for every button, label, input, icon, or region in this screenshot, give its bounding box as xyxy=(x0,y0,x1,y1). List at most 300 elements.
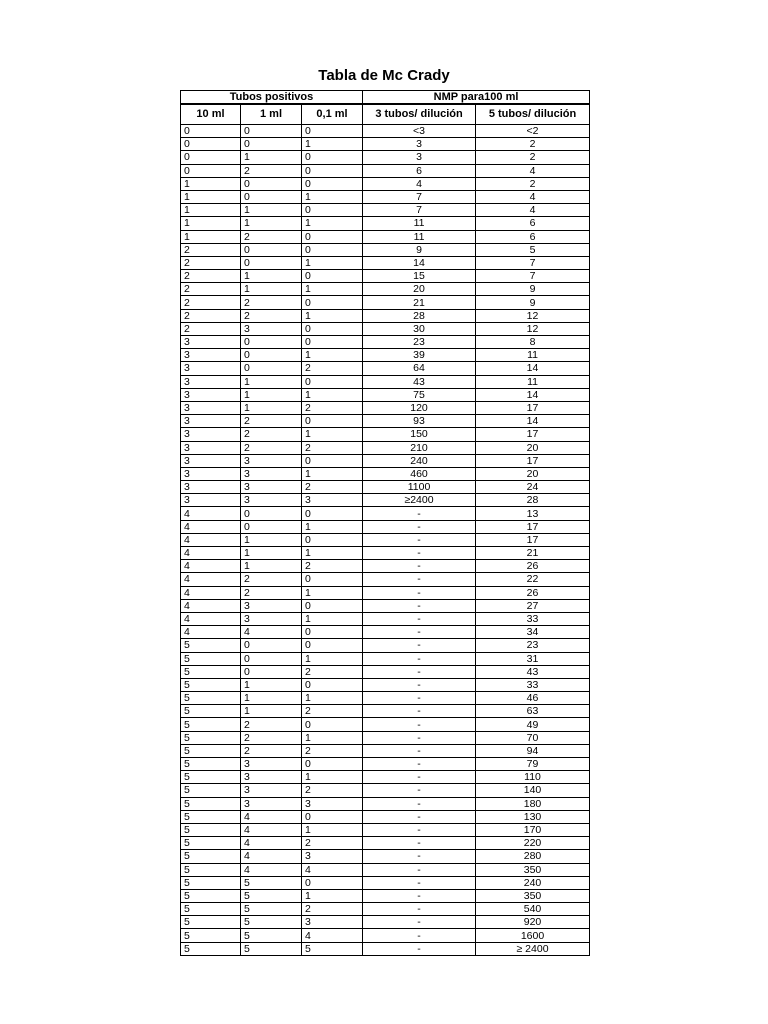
table-row xyxy=(181,771,590,784)
cell-nmp-3-tubos: - xyxy=(363,889,476,902)
cell-nmp-5-tubos: 9 xyxy=(476,283,590,296)
cell-10ml: 3 xyxy=(181,349,241,362)
cell-nmp-3-tubos: 28 xyxy=(363,309,476,322)
cell-1ml: 3 xyxy=(241,758,302,771)
table-row xyxy=(181,863,590,876)
cell-10ml: 5 xyxy=(181,837,241,850)
cell-1ml: 1 xyxy=(241,678,302,691)
cell-nmp-5-tubos: 2 xyxy=(476,177,590,190)
header-column-row xyxy=(181,104,590,125)
cell-1ml: 1 xyxy=(241,547,302,560)
cell-nmp-3-tubos: - xyxy=(363,692,476,705)
cell-10ml: 2 xyxy=(181,322,241,335)
cell-nmp-5-tubos: 6 xyxy=(476,230,590,243)
cell-0-1ml: 0 xyxy=(302,204,363,217)
cell-10ml: 3 xyxy=(181,375,241,388)
cell-nmp-5-tubos: 17 xyxy=(476,520,590,533)
table-row xyxy=(181,942,590,955)
cell-0-1ml: 2 xyxy=(302,744,363,757)
cell-nmp-5-tubos: 4 xyxy=(476,204,590,217)
cell-1ml: 1 xyxy=(241,388,302,401)
cell-10ml: 5 xyxy=(181,929,241,942)
cell-0-1ml: 0 xyxy=(302,375,363,388)
cell-1ml: 3 xyxy=(241,467,302,480)
cell-1ml: 1 xyxy=(241,692,302,705)
cell-1ml: 0 xyxy=(241,138,302,151)
cell-1ml: 1 xyxy=(241,401,302,414)
cell-nmp-3-tubos: - xyxy=(363,863,476,876)
cell-0-1ml: 0 xyxy=(302,678,363,691)
mc-crady-table xyxy=(180,90,590,956)
cell-nmp-3-tubos: - xyxy=(363,837,476,850)
cell-nmp-5-tubos: 280 xyxy=(476,850,590,863)
cell-nmp-3-tubos: 6 xyxy=(363,164,476,177)
header-nmp: NMP para100 ml xyxy=(363,91,590,105)
cell-10ml: 2 xyxy=(181,283,241,296)
cell-1ml: 2 xyxy=(241,415,302,428)
cell-nmp-3-tubos: 9 xyxy=(363,243,476,256)
cell-nmp-5-tubos: 14 xyxy=(476,388,590,401)
table-row xyxy=(181,481,590,494)
table-row xyxy=(181,639,590,652)
cell-1ml: 2 xyxy=(241,296,302,309)
cell-0-1ml: 1 xyxy=(302,349,363,362)
table-row xyxy=(181,125,590,138)
cell-nmp-5-tubos: 94 xyxy=(476,744,590,757)
cell-10ml: 4 xyxy=(181,573,241,586)
cell-1ml: 3 xyxy=(241,612,302,625)
cell-0-1ml: 0 xyxy=(302,243,363,256)
table-row xyxy=(181,507,590,520)
cell-10ml: 5 xyxy=(181,903,241,916)
cell-1ml: 0 xyxy=(241,520,302,533)
cell-nmp-5-tubos: 63 xyxy=(476,705,590,718)
cell-nmp-3-tubos: - xyxy=(363,705,476,718)
cell-10ml: 3 xyxy=(181,454,241,467)
cell-nmp-5-tubos: 2 xyxy=(476,151,590,164)
table-row xyxy=(181,243,590,256)
cell-nmp-5-tubos: 12 xyxy=(476,322,590,335)
cell-nmp-5-tubos: 43 xyxy=(476,665,590,678)
cell-10ml: 5 xyxy=(181,692,241,705)
cell-nmp-5-tubos: 28 xyxy=(476,494,590,507)
cell-1ml: 2 xyxy=(241,573,302,586)
cell-1ml: 5 xyxy=(241,876,302,889)
cell-nmp-3-tubos: - xyxy=(363,718,476,731)
cell-0-1ml: 0 xyxy=(302,336,363,349)
cell-10ml: 5 xyxy=(181,942,241,955)
cell-nmp-3-tubos: - xyxy=(363,744,476,757)
cell-nmp-5-tubos: 27 xyxy=(476,599,590,612)
cell-10ml: 5 xyxy=(181,863,241,876)
cell-nmp-5-tubos: 12 xyxy=(476,309,590,322)
cell-0-1ml: 1 xyxy=(302,138,363,151)
cell-10ml: 4 xyxy=(181,520,241,533)
table-row xyxy=(181,230,590,243)
cell-0-1ml: 1 xyxy=(302,388,363,401)
table-row xyxy=(181,177,590,190)
table-row xyxy=(181,494,590,507)
cell-10ml: 5 xyxy=(181,678,241,691)
cell-1ml: 5 xyxy=(241,889,302,902)
cell-nmp-3-tubos: - xyxy=(363,612,476,625)
cell-nmp-3-tubos: - xyxy=(363,520,476,533)
cell-nmp-3-tubos: - xyxy=(363,771,476,784)
cell-nmp-3-tubos: 1100 xyxy=(363,481,476,494)
cell-0-1ml: 2 xyxy=(302,903,363,916)
cell-0-1ml: 1 xyxy=(302,217,363,230)
cell-1ml: 2 xyxy=(241,441,302,454)
cell-0-1ml: 1 xyxy=(302,309,363,322)
cell-0-1ml: 1 xyxy=(302,652,363,665)
table-row xyxy=(181,428,590,441)
cell-1ml: 0 xyxy=(241,243,302,256)
cell-1ml: 1 xyxy=(241,560,302,573)
cell-0-1ml: 2 xyxy=(302,784,363,797)
cell-nmp-5-tubos: 26 xyxy=(476,586,590,599)
cell-10ml: 5 xyxy=(181,876,241,889)
cell-nmp-3-tubos: - xyxy=(363,533,476,546)
cell-1ml: 2 xyxy=(241,718,302,731)
cell-10ml: 3 xyxy=(181,467,241,480)
cell-0-1ml: 2 xyxy=(302,665,363,678)
cell-1ml: 5 xyxy=(241,929,302,942)
cell-10ml: 3 xyxy=(181,388,241,401)
table-row xyxy=(181,652,590,665)
cell-10ml: 4 xyxy=(181,547,241,560)
cell-10ml: 5 xyxy=(181,810,241,823)
cell-1ml: 0 xyxy=(241,507,302,520)
cell-nmp-3-tubos: - xyxy=(363,586,476,599)
cell-1ml: 3 xyxy=(241,771,302,784)
table-row xyxy=(181,270,590,283)
cell-nmp-3-tubos: - xyxy=(363,626,476,639)
cell-10ml: 3 xyxy=(181,415,241,428)
cell-10ml: 4 xyxy=(181,626,241,639)
table-row xyxy=(181,309,590,322)
cell-1ml: 1 xyxy=(241,705,302,718)
cell-10ml: 2 xyxy=(181,270,241,283)
cell-nmp-3-tubos: - xyxy=(363,784,476,797)
cell-1ml: 0 xyxy=(241,256,302,269)
table-row xyxy=(181,810,590,823)
cell-0-1ml: 1 xyxy=(302,612,363,625)
table-row xyxy=(181,560,590,573)
column-header-0-1ml: 0,1 ml xyxy=(302,104,363,125)
cell-nmp-3-tubos: 120 xyxy=(363,401,476,414)
table-row xyxy=(181,467,590,480)
table-row xyxy=(181,441,590,454)
cell-1ml: 3 xyxy=(241,797,302,810)
table-row xyxy=(181,678,590,691)
cell-nmp-5-tubos: 79 xyxy=(476,758,590,771)
cell-nmp-3-tubos: 3 xyxy=(363,138,476,151)
cell-nmp-3-tubos: 14 xyxy=(363,256,476,269)
cell-nmp-5-tubos: 9 xyxy=(476,296,590,309)
table-row xyxy=(181,296,590,309)
cell-10ml: 1 xyxy=(181,217,241,230)
table-row xyxy=(181,454,590,467)
cell-nmp-5-tubos: 11 xyxy=(476,349,590,362)
cell-10ml: 5 xyxy=(181,758,241,771)
cell-nmp-5-tubos: 130 xyxy=(476,810,590,823)
cell-10ml: 5 xyxy=(181,665,241,678)
cell-nmp-5-tubos: 350 xyxy=(476,863,590,876)
table-row xyxy=(181,731,590,744)
cell-0-1ml: 2 xyxy=(302,441,363,454)
cell-nmp-5-tubos: 11 xyxy=(476,375,590,388)
cell-nmp-5-tubos: 17 xyxy=(476,428,590,441)
cell-1ml: 3 xyxy=(241,454,302,467)
cell-nmp-5-tubos: 4 xyxy=(476,190,590,203)
cell-nmp-5-tubos: 20 xyxy=(476,441,590,454)
page-title: Tabla de Mc Crady xyxy=(318,67,450,84)
cell-0-1ml: 2 xyxy=(302,481,363,494)
cell-nmp-3-tubos: - xyxy=(363,639,476,652)
cell-0-1ml: 3 xyxy=(302,494,363,507)
table-row xyxy=(181,929,590,942)
cell-nmp-3-tubos: - xyxy=(363,665,476,678)
cell-nmp-3-tubos: 11 xyxy=(363,217,476,230)
cell-0-1ml: 1 xyxy=(302,692,363,705)
cell-10ml: 5 xyxy=(181,718,241,731)
cell-nmp-3-tubos: - xyxy=(363,942,476,955)
table-row xyxy=(181,850,590,863)
cell-1ml: 1 xyxy=(241,375,302,388)
table-row xyxy=(181,758,590,771)
cell-1ml: 2 xyxy=(241,309,302,322)
cell-10ml: 5 xyxy=(181,744,241,757)
cell-0-1ml: 0 xyxy=(302,270,363,283)
cell-0-1ml: 1 xyxy=(302,428,363,441)
table-row xyxy=(181,837,590,850)
cell-10ml: 2 xyxy=(181,243,241,256)
cell-1ml: 2 xyxy=(241,428,302,441)
cell-nmp-5-tubos: 46 xyxy=(476,692,590,705)
cell-10ml: 0 xyxy=(181,164,241,177)
cell-1ml: 3 xyxy=(241,599,302,612)
cell-nmp-3-tubos: 21 xyxy=(363,296,476,309)
cell-0-1ml: 1 xyxy=(302,467,363,480)
cell-1ml: 2 xyxy=(241,586,302,599)
cell-1ml: 4 xyxy=(241,850,302,863)
cell-1ml: 0 xyxy=(241,190,302,203)
cell-nmp-5-tubos: 49 xyxy=(476,718,590,731)
cell-nmp-5-tubos: 1600 xyxy=(476,929,590,942)
table-row xyxy=(181,336,590,349)
table-row xyxy=(181,151,590,164)
cell-nmp-5-tubos: 21 xyxy=(476,547,590,560)
table-row xyxy=(181,415,590,428)
cell-1ml: 3 xyxy=(241,481,302,494)
cell-10ml: 0 xyxy=(181,125,241,138)
cell-0-1ml: 0 xyxy=(302,533,363,546)
cell-nmp-3-tubos: - xyxy=(363,823,476,836)
cell-nmp-5-tubos: 34 xyxy=(476,626,590,639)
cell-0-1ml: 2 xyxy=(302,401,363,414)
cell-0-1ml: 3 xyxy=(302,916,363,929)
cell-10ml: 1 xyxy=(181,190,241,203)
table-row xyxy=(181,401,590,414)
cell-0-1ml: 4 xyxy=(302,863,363,876)
cell-1ml: 5 xyxy=(241,903,302,916)
cell-0-1ml: 1 xyxy=(302,190,363,203)
cell-10ml: 1 xyxy=(181,177,241,190)
header-tubos-positivos: Tubos positivos xyxy=(181,91,363,105)
cell-1ml: 1 xyxy=(241,270,302,283)
table-row xyxy=(181,138,590,151)
cell-nmp-5-tubos: 6 xyxy=(476,217,590,230)
cell-1ml: 3 xyxy=(241,494,302,507)
cell-nmp-5-tubos: 13 xyxy=(476,507,590,520)
cell-nmp-3-tubos: 64 xyxy=(363,362,476,375)
cell-nmp-3-tubos: - xyxy=(363,916,476,929)
cell-10ml: 3 xyxy=(181,336,241,349)
cell-nmp-5-tubos: 31 xyxy=(476,652,590,665)
cell-0-1ml: 0 xyxy=(302,415,363,428)
cell-nmp-5-tubos: 20 xyxy=(476,467,590,480)
cell-0-1ml: 0 xyxy=(302,151,363,164)
cell-1ml: 0 xyxy=(241,652,302,665)
cell-1ml: 0 xyxy=(241,639,302,652)
cell-10ml: 2 xyxy=(181,309,241,322)
cell-10ml: 4 xyxy=(181,507,241,520)
cell-nmp-3-tubos: - xyxy=(363,678,476,691)
table-row xyxy=(181,692,590,705)
table-row xyxy=(181,626,590,639)
cell-1ml: 1 xyxy=(241,151,302,164)
cell-0-1ml: 0 xyxy=(302,758,363,771)
cell-0-1ml: 0 xyxy=(302,599,363,612)
cell-1ml: 5 xyxy=(241,916,302,929)
cell-nmp-3-tubos: - xyxy=(363,850,476,863)
cell-nmp-5-tubos: 7 xyxy=(476,256,590,269)
cell-nmp-5-tubos: 70 xyxy=(476,731,590,744)
cell-nmp-5-tubos: ≥ 2400 xyxy=(476,942,590,955)
cell-nmp-3-tubos: - xyxy=(363,903,476,916)
cell-0-1ml: 1 xyxy=(302,586,363,599)
cell-nmp-3-tubos: 3 xyxy=(363,151,476,164)
cell-1ml: 5 xyxy=(241,942,302,955)
table-row xyxy=(181,164,590,177)
cell-nmp-5-tubos: 23 xyxy=(476,639,590,652)
cell-0-1ml: 2 xyxy=(302,560,363,573)
table-row xyxy=(181,705,590,718)
cell-0-1ml: 0 xyxy=(302,876,363,889)
table-row xyxy=(181,547,590,560)
cell-nmp-3-tubos: 7 xyxy=(363,190,476,203)
cell-nmp-3-tubos: - xyxy=(363,599,476,612)
column-header-5-tubos: 5 tubos/ dilución xyxy=(476,104,590,125)
cell-nmp-5-tubos: 5 xyxy=(476,243,590,256)
cell-nmp-3-tubos: 15 xyxy=(363,270,476,283)
table-row xyxy=(181,375,590,388)
cell-0-1ml: 5 xyxy=(302,942,363,955)
cell-nmp-3-tubos: - xyxy=(363,731,476,744)
cell-10ml: 4 xyxy=(181,533,241,546)
table-row xyxy=(181,217,590,230)
cell-0-1ml: 0 xyxy=(302,125,363,138)
cell-0-1ml: 2 xyxy=(302,705,363,718)
cell-0-1ml: 0 xyxy=(302,810,363,823)
cell-1ml: 2 xyxy=(241,731,302,744)
table-row xyxy=(181,718,590,731)
cell-nmp-5-tubos: 4 xyxy=(476,164,590,177)
table-row xyxy=(181,797,590,810)
table-row xyxy=(181,599,590,612)
cell-nmp-3-tubos: 39 xyxy=(363,349,476,362)
cell-nmp-5-tubos: 920 xyxy=(476,916,590,929)
cell-10ml: 5 xyxy=(181,705,241,718)
cell-nmp-5-tubos: 8 xyxy=(476,336,590,349)
cell-1ml: 4 xyxy=(241,863,302,876)
cell-0-1ml: 0 xyxy=(302,230,363,243)
cell-0-1ml: 0 xyxy=(302,177,363,190)
cell-0-1ml: 0 xyxy=(302,296,363,309)
cell-10ml: 5 xyxy=(181,731,241,744)
cell-0-1ml: 0 xyxy=(302,454,363,467)
cell-nmp-5-tubos: 33 xyxy=(476,678,590,691)
cell-0-1ml: 1 xyxy=(302,889,363,902)
cell-nmp-5-tubos: 17 xyxy=(476,401,590,414)
table-row xyxy=(181,256,590,269)
table-row xyxy=(181,349,590,362)
cell-10ml: 3 xyxy=(181,401,241,414)
table-row xyxy=(181,784,590,797)
cell-nmp-3-tubos: 20 xyxy=(363,283,476,296)
cell-nmp-3-tubos: 75 xyxy=(363,388,476,401)
cell-0-1ml: 2 xyxy=(302,362,363,375)
cell-10ml: 5 xyxy=(181,797,241,810)
cell-nmp-3-tubos: 210 xyxy=(363,441,476,454)
cell-0-1ml: 1 xyxy=(302,771,363,784)
cell-1ml: 4 xyxy=(241,626,302,639)
cell-nmp-5-tubos: 180 xyxy=(476,797,590,810)
cell-nmp-5-tubos: 17 xyxy=(476,533,590,546)
cell-nmp-3-tubos: <3 xyxy=(363,125,476,138)
cell-nmp-3-tubos: ≥2400 xyxy=(363,494,476,507)
cell-nmp-5-tubos: 110 xyxy=(476,771,590,784)
cell-nmp-3-tubos: - xyxy=(363,507,476,520)
cell-nmp-5-tubos: <2 xyxy=(476,125,590,138)
cell-nmp-5-tubos: 22 xyxy=(476,573,590,586)
cell-10ml: 5 xyxy=(181,639,241,652)
cell-nmp-5-tubos: 350 xyxy=(476,889,590,902)
cell-nmp-3-tubos: - xyxy=(363,560,476,573)
cell-10ml: 3 xyxy=(181,481,241,494)
cell-10ml: 3 xyxy=(181,428,241,441)
table-row xyxy=(181,889,590,902)
cell-nmp-5-tubos: 240 xyxy=(476,876,590,889)
cell-nmp-3-tubos: 460 xyxy=(363,467,476,480)
table-row xyxy=(181,586,590,599)
cell-0-1ml: 0 xyxy=(302,507,363,520)
cell-10ml: 5 xyxy=(181,916,241,929)
cell-1ml: 1 xyxy=(241,533,302,546)
cell-1ml: 0 xyxy=(241,362,302,375)
cell-nmp-3-tubos: 150 xyxy=(363,428,476,441)
cell-0-1ml: 2 xyxy=(302,837,363,850)
cell-0-1ml: 3 xyxy=(302,850,363,863)
cell-nmp-3-tubos: - xyxy=(363,929,476,942)
cell-nmp-3-tubos: 7 xyxy=(363,204,476,217)
cell-1ml: 0 xyxy=(241,125,302,138)
cell-1ml: 0 xyxy=(241,177,302,190)
cell-10ml: 3 xyxy=(181,362,241,375)
cell-0-1ml: 0 xyxy=(302,639,363,652)
cell-nmp-5-tubos: 14 xyxy=(476,362,590,375)
cell-nmp-5-tubos: 14 xyxy=(476,415,590,428)
